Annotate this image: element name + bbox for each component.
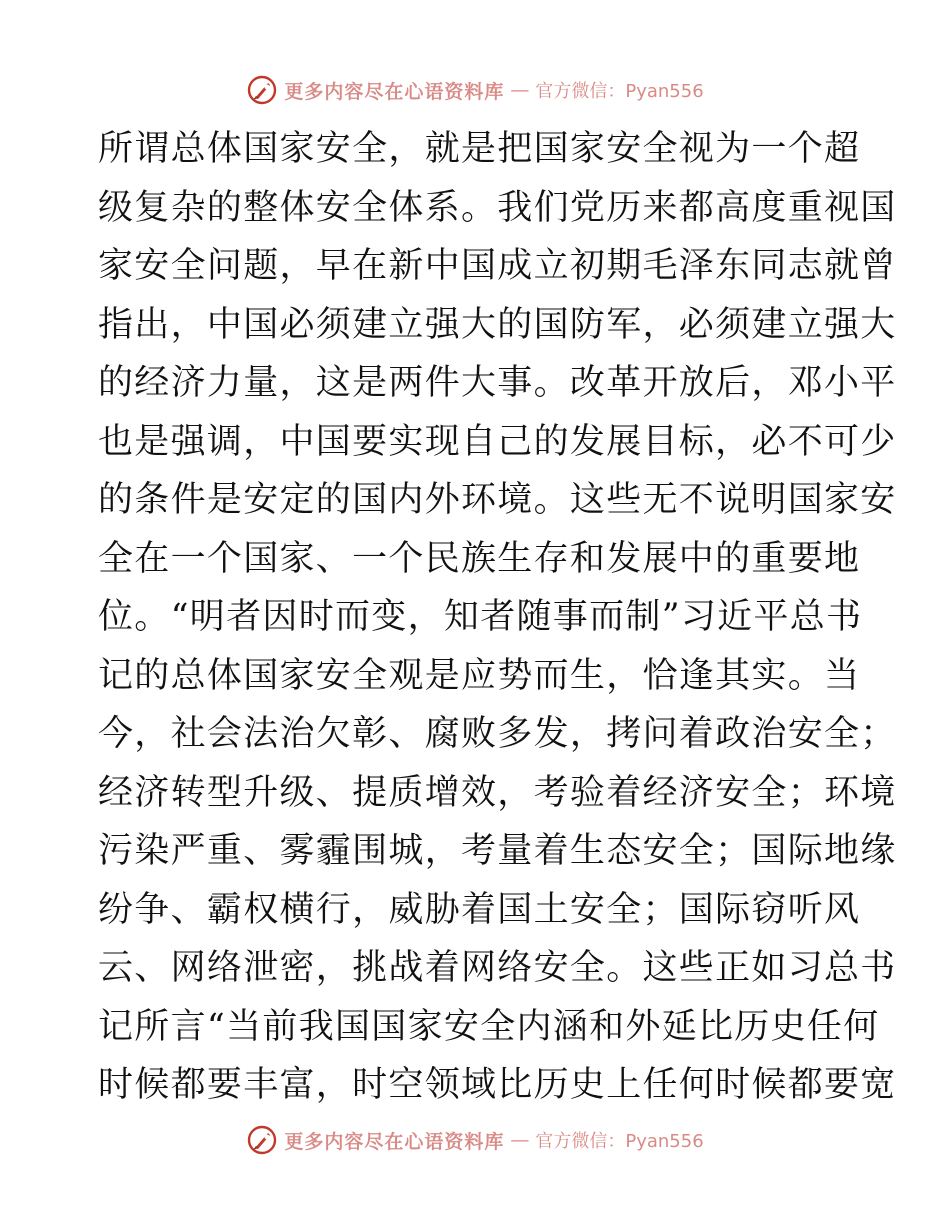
- text-line: 也是强调，中国要实现自己的发展目标，必不可少: [98, 421, 897, 462]
- document-body: [98, 120, 897, 1115]
- quill-logo-icon: [246, 74, 278, 106]
- watermark-brand: 更多内容尽在心语资料库: [284, 80, 505, 103]
- watermark-brand: 更多内容尽在心语资料库: [284, 1130, 505, 1153]
- text-line: 污染严重、雾霾围城，考量着生态安全；国际地缘: [98, 831, 897, 871]
- footer-watermark: [0, 1120, 950, 1160]
- watermark-wechat: 官方微信：Pyan556: [535, 1131, 704, 1152]
- text-line: 的经济力量，这是两件大事。改革开放后，邓小平: [98, 363, 897, 403]
- text-line: 记的总体国家安全观是应势而生，恰逢其实。当: [98, 655, 861, 696]
- watermark-separator: —: [510, 1129, 530, 1151]
- watermark-wechat: 官方微信：Pyan556: [535, 81, 704, 102]
- text-line: 时候都要丰富，时空领域比历史上任何时候都要宽: [98, 1065, 897, 1105]
- text-line: 的条件是安定的国内外环境。这些无不说明国家安: [98, 480, 897, 520]
- text-line: 级复杂的整体安全体系。我们党历来都高度重视国: [98, 187, 897, 228]
- quill-logo-icon: [246, 1124, 278, 1156]
- text-line: 记所言“当前我国国家安全内涵和外延比历史任何: [98, 1006, 880, 1047]
- text-line: 家安全问题，早在新中国成立初期毛泽东同志就曾: [98, 246, 897, 286]
- header-watermark: [0, 70, 950, 110]
- text-line: 全在一个国家、一个民族生存和发展中的重要地: [98, 538, 861, 579]
- text-line: 指出，中国必须建立强大的国防军，必须建立强大: [98, 304, 897, 345]
- text-line: 纷争、霸权横行，威胁着国土安全；国际窃听风: [98, 889, 861, 930]
- text-line: 经济转型升级、提质增效，考验着经济安全；环境: [98, 772, 897, 813]
- watermark-separator: —: [510, 79, 530, 101]
- text-line: 云、网络泄密，挑战着网络安全。这些正如习总书: [98, 948, 897, 988]
- text-line: 所谓总体国家安全，就是把国家安全视为一个超: [98, 129, 861, 169]
- text-line: 位。“明者因时而变，知者随事而制”习近平总书: [98, 597, 863, 637]
- text-line: 今，社会法治欠彰、腐败多发，拷问着政治安全；: [98, 714, 897, 754]
